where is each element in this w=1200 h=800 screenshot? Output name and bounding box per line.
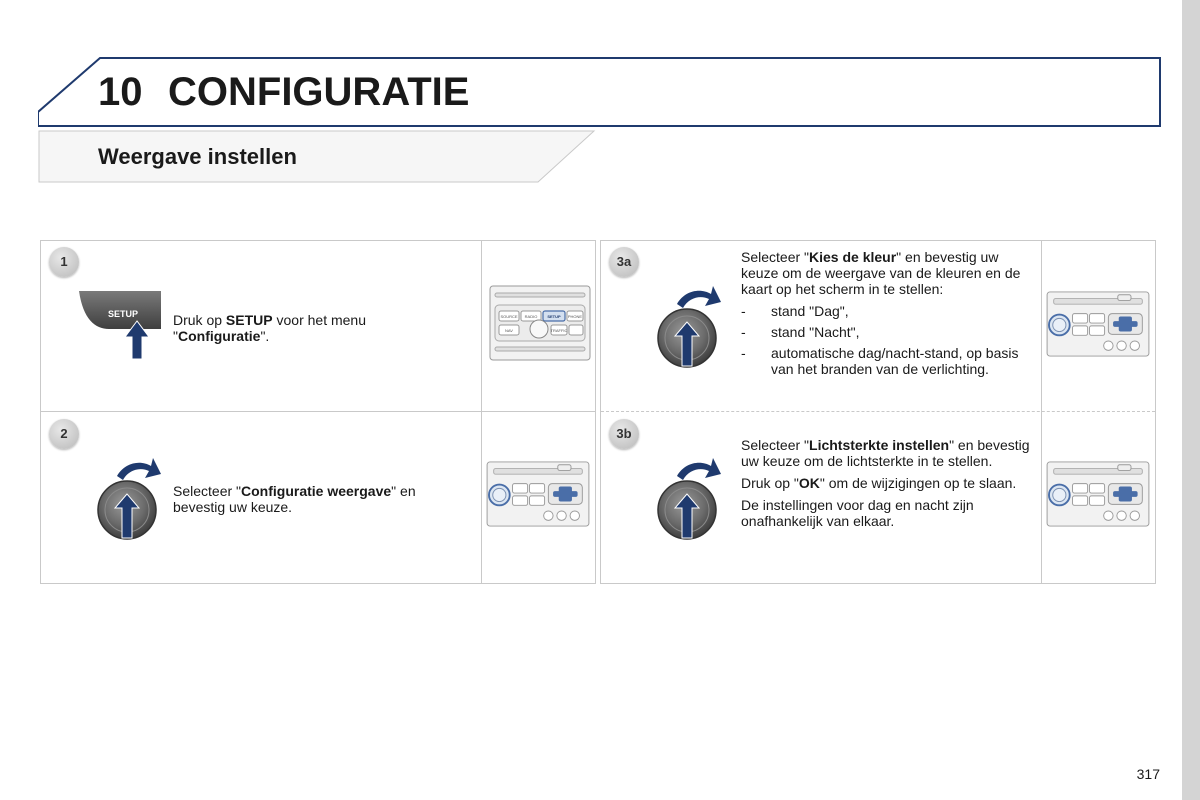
svg-text:SOURCE: SOURCE	[500, 314, 518, 319]
step-3b-text: Selecteer "Lichtsterkte instellen" en bevestig uw keuze om de lichtsterkte in te stellen. Druk op "OK" om de wijzigingen op te slaan. De instellingen voor dag en nacht zijn onafhankelijk van elkaar.	[741, 437, 1030, 529]
radio-panel-illustration	[483, 461, 593, 527]
rotary-knob-icon	[655, 279, 725, 371]
step-badge-3b: 3b	[609, 419, 639, 449]
svg-text:TRAFFIC: TRAFFIC	[550, 328, 568, 333]
radio-panel-setup-illustration	[489, 285, 591, 361]
color-mode-list	[741, 303, 1031, 377]
radio-panel-illustration	[1043, 291, 1153, 357]
steps-panel-right	[600, 240, 1156, 584]
step-3a-text: Selecteer "Kies de kleur" en bevestig uw keuze om de weergave van de kleuren en de kaart op het scherm in te stellen: - stand "Dag", - stand "Nacht", - automatische dag/nacht-stand, op basis van het branden van de verlichting.	[741, 249, 1031, 382]
section-title: Weergave instellen	[98, 144, 297, 169]
rotary-knob-icon	[95, 451, 165, 543]
setup-button-label: SETUP	[107, 309, 139, 319]
setup-button-icon	[75, 289, 167, 361]
svg-text:RADIO: RADIO	[524, 314, 538, 319]
list-item: - automatische dag/nacht-stand, op basis van het branden van de verlichting.	[741, 345, 1031, 377]
steps-panel-left	[40, 240, 596, 584]
step-1-text: Druk op SETUP voor het menu "Configuratie".	[173, 312, 366, 344]
step-badge-3a: 3a	[609, 247, 639, 277]
step-badge-1: 1	[49, 247, 79, 277]
page-edge-tab	[1182, 0, 1200, 800]
step-2-text: Selecteer "Configuratie weergave" en bevestig uw keuze.	[173, 483, 416, 515]
chapter-number: 10	[98, 70, 143, 114]
list-item: - stand "Nacht",	[741, 324, 1031, 340]
radio-panel-illustration	[1043, 461, 1153, 527]
svg-text:SETUP: SETUP	[547, 314, 561, 319]
svg-text:PHONE: PHONE	[567, 314, 583, 319]
chapter-title: CONFIGURATIE	[168, 70, 470, 114]
rotary-knob-icon	[655, 451, 725, 543]
step-badge-2: 2	[49, 419, 79, 449]
svg-text:NAV: NAV	[505, 328, 513, 333]
list-item: - stand "Dag",	[741, 303, 1031, 319]
page-number: 317	[1136, 766, 1160, 782]
